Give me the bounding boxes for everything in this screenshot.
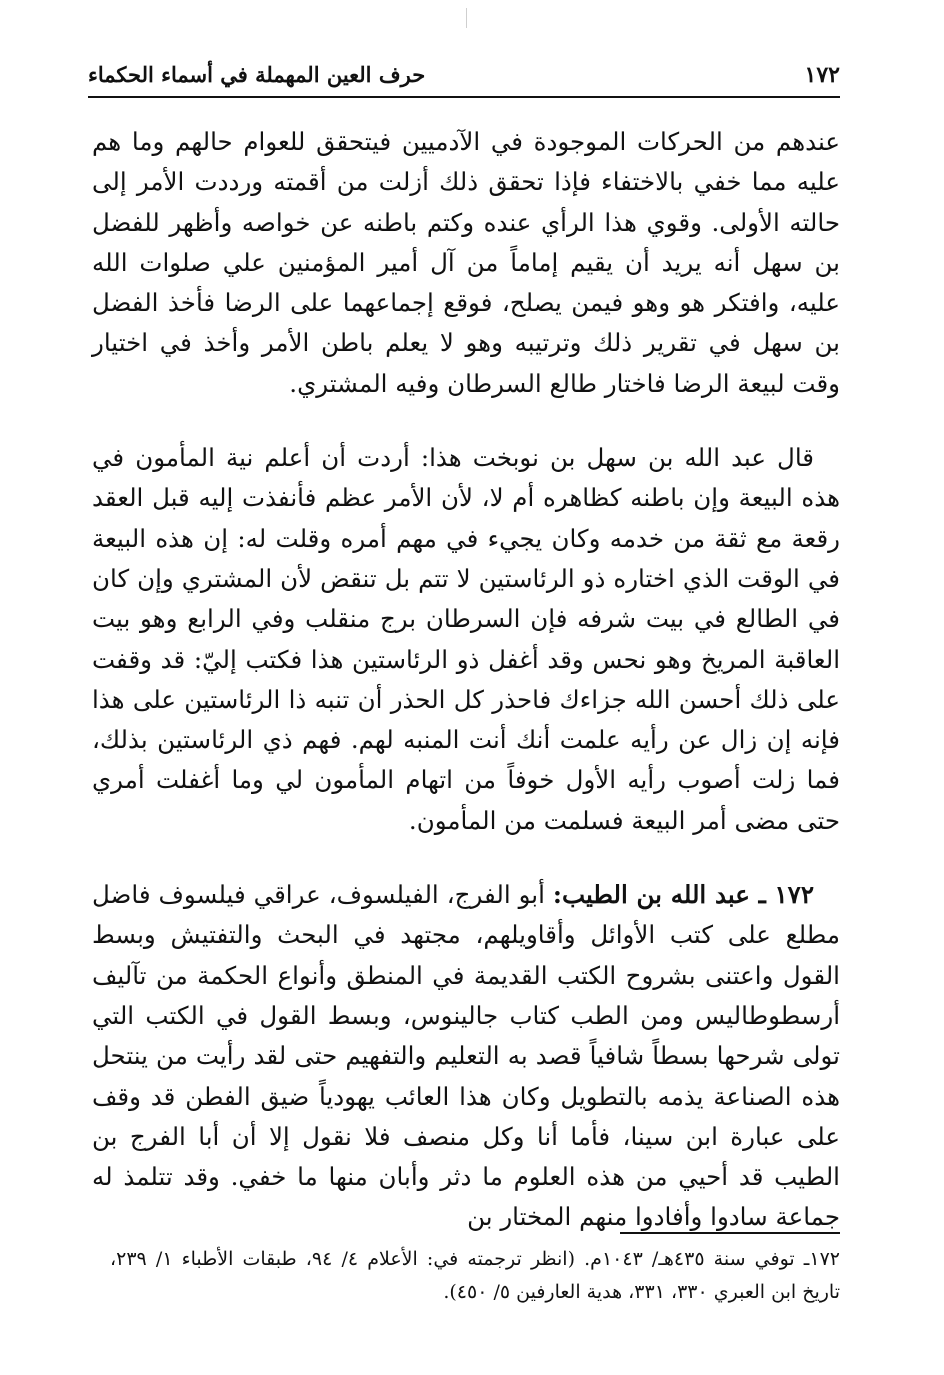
paragraph-2: قال عبد الله بن سهل بن نوبخت هذا: أردت أن أعلم نية المأمون في هذه البيعة وإن باطنه كظاهره أم لا، لأن الأمر عظم فأنفذت إليه قبل العقد رقعة مع ثقة من خدمه وكان يجيء في مهم أمره وقلت له: إن هذه البيعة في الوقت الذي اختاره ذو الرئاستين لا تتم بل تنقض لأن المشتري وإن كان في الطالع في بيت شرفه فإن السرطان برج منقلب وفي الرابع وهو بيت العاقبة المريخ وهو نحس وقد أغفل ذو الرئاستين هذا فكتب إليّ: قد وقفت على ذلك أحسن الله جزاءك فاحذر كل الحذر أن تنبه ذا الرئاستين على هذا فإنه إن زال عن رأيه علمت أنك أنت المنبه لهم. فهم ذي الرئاستين بذلك، فما زلت أصوب رأيه الأول خوفاً من اتهام المأمون لي وما أغفلت أمري حتى مضى أمر البيعة فسلمت من المأمون. (92, 443, 840, 835)
paragraph-gap (92, 841, 840, 875)
entry-heading: ١٧٢ ـ عبد الله بن الطيب: (552, 880, 814, 910)
footnote: ١٧٢ـ توفي سنة ٤٣٥هـ/ ١٠٤٣م. (انظر ترجمته في: الأعلام ٤/ ٩٤، طبقات الأطباء ١/ ٢٣٩، تاريخ ابن العبري ٣٣٠، ٣٣١، هدية العارفين ٥/ ٤٥٠). (110, 1248, 840, 1303)
footnote-divider (620, 1232, 840, 1234)
paragraph-1: عندهم من الحركات الموجودة في الآدميين فيتحقق للعوام حالهم وما هم عليه مما خفي بالاختفاء فإذا تحقق ذلك أزلت من أقمته ورددت الأمر إلى حالته الأولى. وقوي هذا الرأي عنده وكتم باطنه عن خواصه وأظهر للفضل بن سهل أنه يريد أن يقيم إماماً من آل أمير المؤمنين علي صلوات الله عليه، وافتكر هو وهو فيمن يصلح، فوقع إجماعهما على الرضا فأخذ الفضل بن سهل في تقرير ذلك وترتيبه وهو لا يعلم باطن الأمر وأخذ في اختيار وقت لبيعة الرضا فاختار طالع السرطان وفيه المشتري. (92, 127, 840, 398)
scan-mark (466, 8, 467, 28)
entry-text: أبو الفرج، الفيلسوف، عراقي فيلسوف فاضل مطلع على كتب الأوائل وأقاويلهم، مجتهد في البحث والتفتيش وبسط القول واعتنى بشروح الكتب القديمة في المنطق وأنواع الحكمة من تآليف أرسطوطاليس ومن الطب كتاب جالينوس، وبسط القول في الكتب التي تولى شرحها بسطاً شافياً قصد به التعليم والتفهيم حتى لقد رأيت من ينتحل هذه الصناعة يذمه بالتطويل وكان هذا العائب يهودياً ضيق الفطن قد وقف على عبارة ابن سينا، فأما أنا وكل منصف فلا نقول إلا أن أبا الفرج بن الطيب قد أحيي من هذه العلوم ما دثر وأبان منها ما خفي. وقد تتلمذ له جماعة سادوا وأفادوا منهم المختار بن (92, 880, 840, 1232)
page-number: ١٧٢ (804, 62, 840, 88)
running-title: حرف العين المهملة في أسماء الحكماء (88, 62, 426, 87)
paragraph-gap (92, 404, 840, 438)
page-header (88, 56, 840, 98)
paragraph-3 (92, 875, 840, 1238)
body-text (92, 122, 840, 1238)
